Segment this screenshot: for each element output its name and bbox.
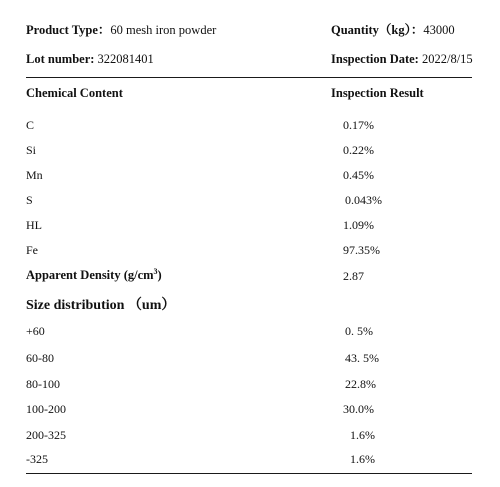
chem-row-value: 0.22% [343,143,374,157]
size-row-value: 0. 5% [345,324,373,338]
lot-number-field [26,52,154,67]
lot-number-value: 322081401 [97,52,154,66]
product-type-label: Product Type： [26,23,111,37]
size-row-name: 100-200 [26,402,66,416]
chem-row-value: 1.09% [343,218,374,232]
chem-row-name: Mn [26,168,43,182]
apparent-density-label [26,268,162,283]
column-header-result: Inspection Result [331,86,424,100]
chem-row-value: 97.35% [343,243,380,257]
bottom-rule [26,473,472,474]
chem-row-value: 0.45% [343,168,374,182]
apparent-density-label-sup: 3 [153,266,158,276]
chem-row-name: Si [26,143,37,157]
size-row-name: 200-325 [26,428,66,442]
apparent-density-label-main: Apparent Density (g/cm [26,268,154,282]
inspection-date-field [331,52,473,67]
chem-row-name: Fe [26,243,38,257]
quantity-value: 43000 [423,23,455,37]
size-row-name: 80-100 [26,377,60,391]
product-type-field [26,20,216,38]
top-rule [26,77,472,78]
size-row-value: 30.0% [343,402,374,416]
size-row-value: 43. 5% [345,351,379,365]
inspection-date-value: 2022/8/15 [421,52,473,66]
inspection-date-label: Inspection Date: [331,52,419,66]
size-row-name: +60 [26,324,45,338]
size-row-name: -325 [26,452,48,466]
chem-row-value: 0.043% [345,193,382,207]
size-row-value: 1.6% [350,428,375,442]
quantity-field [331,20,455,38]
product-type-value: 60 mesh iron powder [110,23,217,37]
lot-number-label: Lot number: [26,52,95,66]
chem-row-name: HL [26,218,42,232]
chem-row-value: 0.17% [343,118,374,132]
chem-row-name: C [26,118,35,132]
size-row-value: 22.8% [345,377,376,391]
chem-row-name: S [26,193,33,207]
apparent-density-label-end: ) [157,268,162,282]
apparent-density-value: 2.87 [343,269,364,283]
column-header-content: Chemical Content [26,86,123,100]
quantity-label: Quantity（kg）： [331,23,424,37]
size-row-value: 1.6% [350,452,375,466]
size-distribution-heading: Size distribution （um） [26,298,176,313]
size-row-name: 60-80 [26,351,54,365]
